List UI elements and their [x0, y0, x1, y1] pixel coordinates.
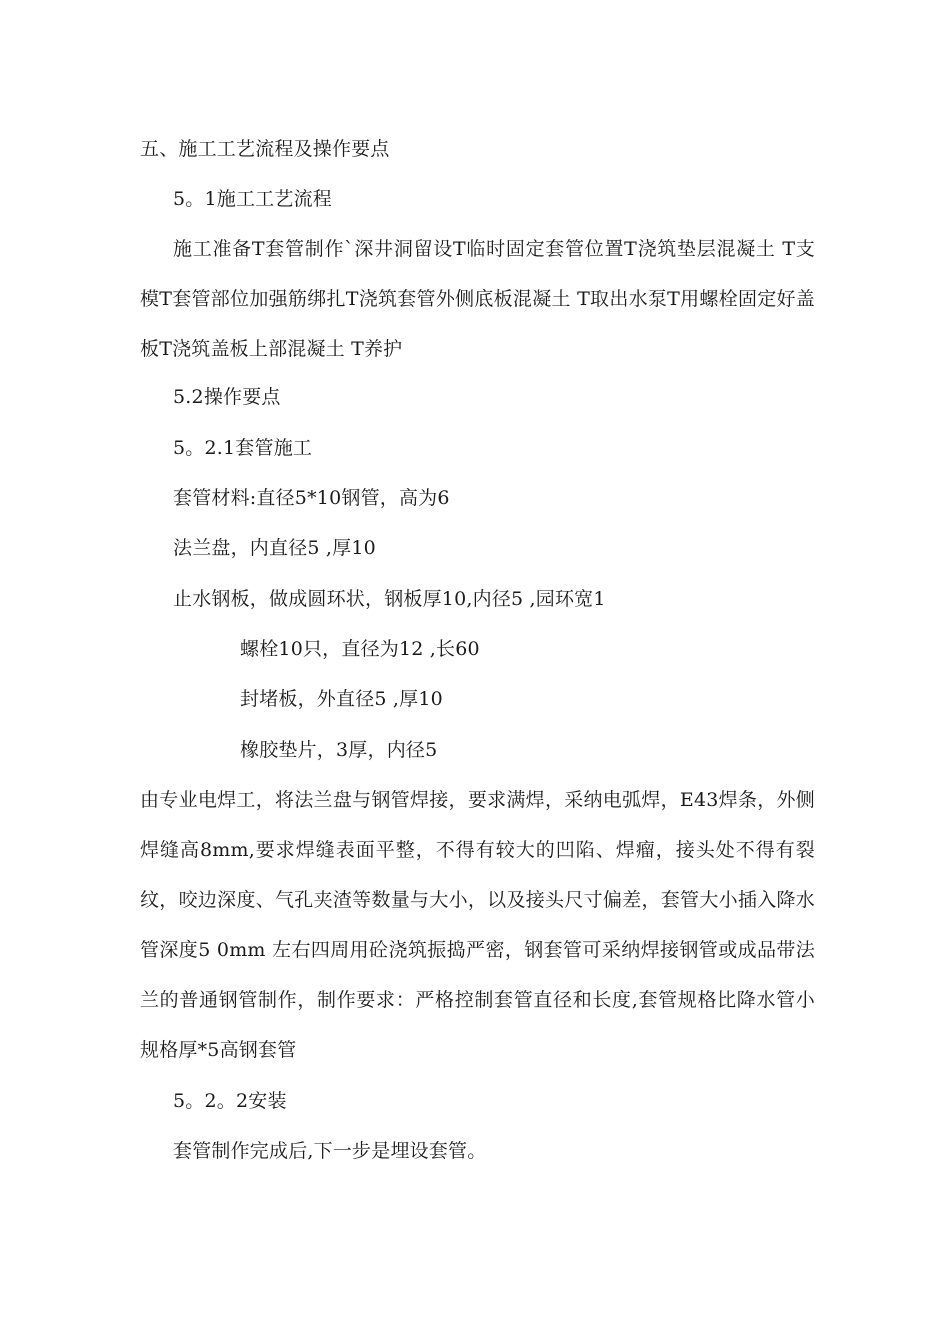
section-heading: 五、施工工艺流程及操作要点: [140, 138, 390, 160]
material-line: 法兰盘，内直径5 ,厚10: [173, 537, 376, 559]
subheading-5-2-2: 5。2。2安装: [173, 1090, 287, 1112]
install-paragraph: 套管制作完成后,下一步是埋设套管。: [173, 1140, 487, 1162]
welding-paragraph: 由专业电焊工，将法兰盘与钢管焊接，要求满焊，采纳电弧焊，E43焊条，外侧焊缝高8mm,要求焊缝表面平整，不得有较大的凹陷、焊瘤，接头处不得有裂纹，咬边深度、气孔夹渣等数量与大小，以及接头尺寸偏差，套管大小插入降水管深度5 0mm 左右四周用砼浇筑振捣严密，钢套管可采纳焊接钢管或成品带法兰的普通钢管制作，制作要求：严格控制套管直径和长度,套管规格比降水管小规格厚*5高钢套管: [140, 789, 815, 1061]
material-line-indented: 橡胶垫片，3厚，内径5: [240, 739, 438, 761]
material-line-indented: 螺栓10只，直径为12 ,长60: [240, 638, 480, 660]
material-line: 止水钢板，做成圆环状，钢板厚10,内径5 ,园环宽1: [173, 588, 606, 610]
subheading-5-2-1: 5。2.1套管施工: [173, 437, 313, 459]
material-line-indented: 封堵板，外直径5 ,厚10: [240, 688, 443, 710]
subheading-5-1: 5。1施工工艺流程: [173, 188, 332, 210]
material-line: 套管材料:直径5*10钢管，高为6: [173, 487, 450, 509]
process-flow-paragraph: 施工准备T套管制作`深井洞留设T临时固定套管位置T浇筑垫层混凝土 T支模T套管部位加强筋绑扎T浇筑套管外侧底板混凝土 T取出水泵T用螺栓固定好盖板T浇筑盖板上部混凝土 T养护: [140, 238, 815, 360]
subheading-5-2: 5.2操作要点: [173, 386, 281, 408]
